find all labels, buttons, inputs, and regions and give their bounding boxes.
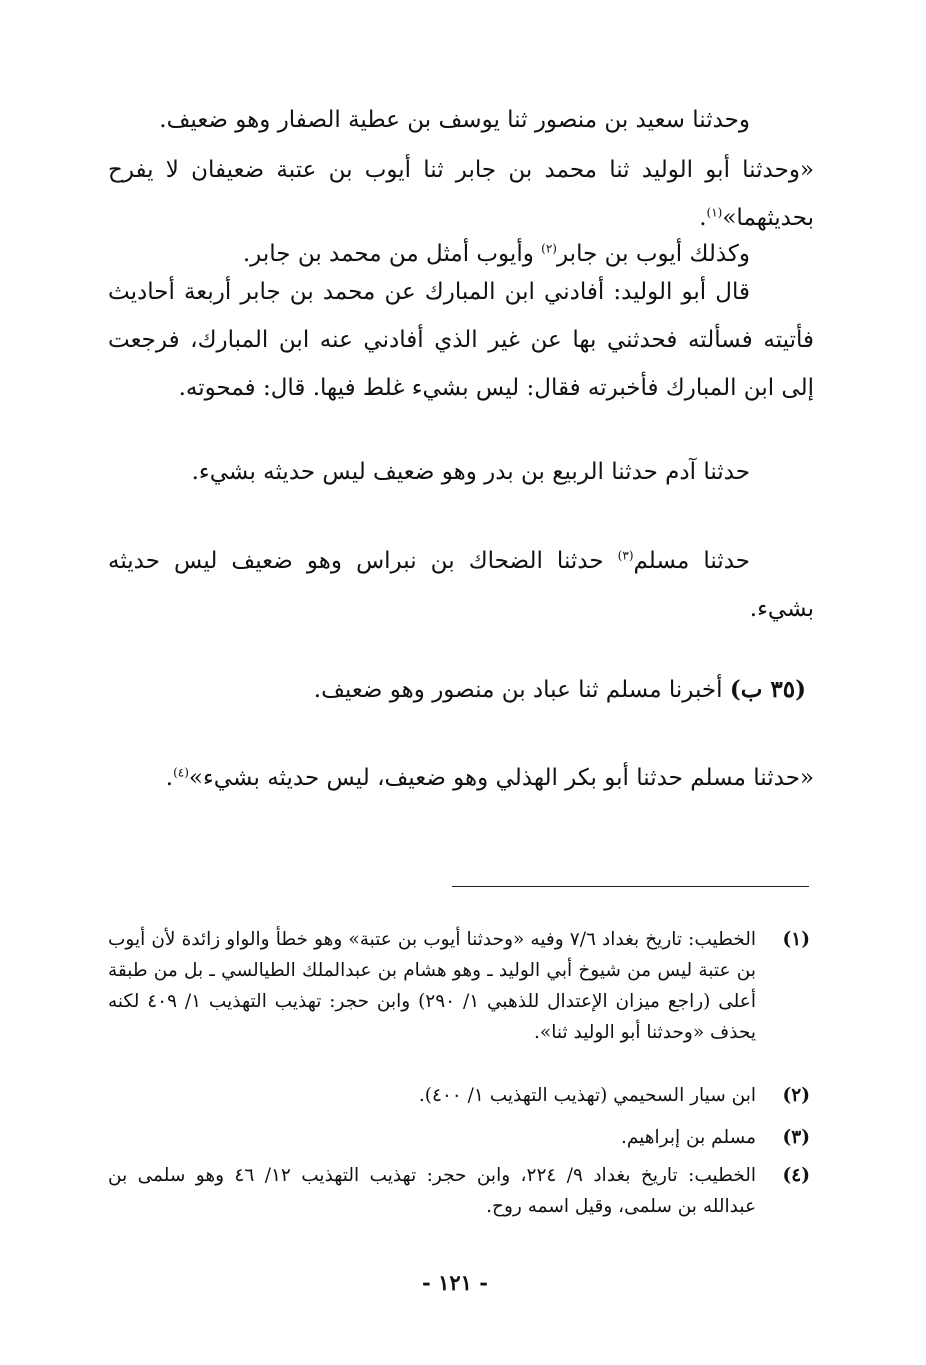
- footnote-2: [108, 1080, 756, 1111]
- paragraph-8-end: .: [165, 765, 174, 791]
- paragraph-4: [108, 268, 814, 412]
- footnote-2-text: ابن سيار السحيمي (تهذيب التهذيب ١/ ٤٠٠).: [418, 1085, 756, 1106]
- footnote-3: [108, 1122, 756, 1153]
- paragraph-6-text-a: حدثنا مسلم: [633, 548, 750, 574]
- footnote-1-text: الخطيب: تاريخ بغداد ٧/٦ وفيه «وحدثنا أيوب بن عتبة» وهو خطأ والواو زائدة لأن أيوب بن عتبة ليس من شيوخ أبي الوليد ـ وهو هشام بن عبدالملك الطيالسي ـ بل من طبقة أعلى (راجع ميزان الإعتدال للذهبي ١/ ٢٩٠) وابن حجر: تهذيب التهذيب ١/ ٤٠٩ لكنه يحذف «وحدثنا أبو الوليد ثنا».: [108, 929, 756, 1043]
- paragraph-2: [108, 146, 814, 242]
- paragraph-2-text: «وحدثنا أبو الوليد ثنا محمد بن جابر ثنا أيوب بن عتبة ضعيفان لا يفرح بحديثهما»: [108, 157, 814, 231]
- footnote-1: [108, 924, 756, 1048]
- footnote-number-4: (٤): [782, 1165, 810, 1186]
- footnote-ref-2[interactable]: (٢): [541, 241, 557, 256]
- paragraph-6-text-b: حدثنا الضحاك بن نبراس وهو ضعيف ليس حديثه بشيء.: [108, 548, 814, 622]
- paragraph-1-text: وحدثنا سعيد بن منصور ثنا يوسف بن عطية الصفار وهو ضعيف.: [159, 107, 750, 133]
- footnote-number-1: (١): [782, 929, 810, 950]
- paragraph-3-text-b: وأيوب أمثل من محمد بن جابر.: [242, 241, 542, 267]
- paragraph-6: [108, 537, 814, 633]
- footnote-3-text: مسلم بن إبراهيم.: [620, 1127, 756, 1148]
- paragraph-5-text: حدثنا آدم حدثنا الربيع بن بدر وهو ضعيف ليس حديثه بشيء.: [191, 459, 750, 485]
- paragraph-3-text-a: وكذلك أيوب بن جابر: [556, 241, 750, 267]
- page-number: - ١٢١ -: [422, 1270, 488, 1295]
- footnote-4-text: الخطيب: تاريخ بغداد ٩/ ٢٢٤، وابن حجر: تهذيب التهذيب ١٢/ ٤٦ وهو سلمى بن عبدالله بن سلمى، وقيل اسمه روح.: [108, 1165, 756, 1217]
- paragraph-5: [110, 448, 750, 496]
- footnote-number-3: (٣): [782, 1127, 810, 1148]
- footnote-ref-1[interactable]: (١): [706, 205, 723, 220]
- footnote-divider: [452, 886, 809, 887]
- paragraph-1: [110, 96, 750, 144]
- footnote-ref-3[interactable]: (٣): [617, 548, 634, 563]
- paragraph-8: [108, 754, 814, 802]
- footnote-ref-4[interactable]: (٤): [173, 765, 189, 780]
- footnote-4: [108, 1160, 756, 1222]
- manuscript-folio-marker: (٣٥ ب): [729, 676, 806, 703]
- paragraph-7-text: أخبرنا مسلم ثنا عباد بن منصور وهو ضعيف.: [313, 677, 730, 703]
- paragraph-4-text: قال أبو الوليد: أفادني ابن المبارك عن محمد بن جابر أربعة أحاديث فأتيته فسألته فحدثني بها عن غير الذي أفادني عنه ابن المبارك، فرجعت إلى ابن المبارك فأخبرته فقال: ليس بشيء غلط فيها. قال: فمحوته.: [108, 279, 814, 401]
- paragraph-8-text: «حدثنا مسلم حدثنا أبو بكر الهذلي وهو ضعيف، ليس حديثه بشيء»: [188, 765, 814, 791]
- footnote-number-2: (٢): [782, 1085, 810, 1106]
- paragraph-2-end: .: [699, 205, 707, 231]
- paragraph-7: [106, 666, 806, 714]
